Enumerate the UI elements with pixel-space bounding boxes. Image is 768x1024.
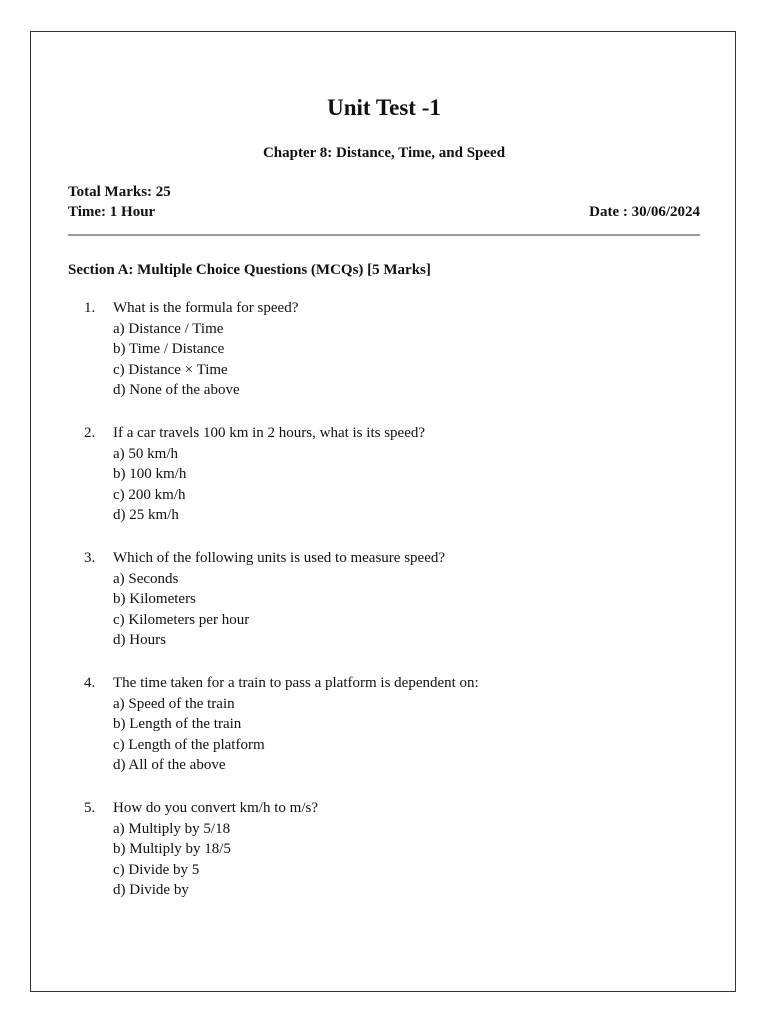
question-2 bbox=[68, 423, 700, 548]
question-text: Which of the following units is used to measure speed? bbox=[113, 550, 446, 566]
question-number: 5. bbox=[84, 800, 96, 816]
option-a: a) Speed of the train bbox=[113, 695, 235, 712]
option-d: d) Divide by bbox=[113, 882, 189, 898]
question-body bbox=[113, 423, 425, 526]
question-number: 4. bbox=[84, 675, 96, 691]
time-row bbox=[68, 203, 700, 221]
option-b: b) Kilometers bbox=[113, 591, 196, 607]
option-d: d) 25 km/h bbox=[113, 507, 179, 523]
question-list bbox=[68, 298, 700, 923]
question-text: The time taken for a train to pass a platform is dependent on: bbox=[113, 675, 479, 691]
time-label: Time: 1 Hour bbox=[68, 204, 156, 220]
option-b: b) Time / Distance bbox=[113, 341, 225, 357]
question-body bbox=[113, 673, 479, 776]
page-title: Unit Test -1 bbox=[327, 95, 441, 120]
option-d: d) All of the above bbox=[113, 757, 226, 773]
question-number: 1. bbox=[84, 300, 96, 316]
option-a: a) Seconds bbox=[113, 570, 179, 587]
option-c: c) Distance × Time bbox=[113, 361, 228, 378]
test-page bbox=[30, 31, 736, 992]
section-a-heading: Section A: Multiple Choice Questions (MCQs) [5 Marks] bbox=[68, 262, 431, 278]
question-4 bbox=[68, 673, 700, 798]
total-marks: Total Marks: 25 bbox=[68, 184, 171, 200]
header-divider bbox=[68, 234, 700, 236]
option-a: a) Distance / Time bbox=[113, 320, 224, 337]
question-5 bbox=[68, 798, 700, 923]
option-c: c) Kilometers per hour bbox=[113, 611, 250, 628]
question-text: What is the formula for speed? bbox=[113, 300, 299, 316]
option-a: a) 50 km/h bbox=[113, 445, 178, 462]
question-text: If a car travels 100 km in 2 hours, what is its speed? bbox=[113, 425, 426, 441]
question-body bbox=[113, 798, 318, 901]
date-label: Date : 30/06/2024 bbox=[589, 204, 700, 220]
question-body bbox=[113, 298, 298, 401]
question-3 bbox=[68, 548, 700, 673]
question-body bbox=[113, 548, 445, 651]
question-number: 3. bbox=[84, 550, 96, 566]
option-c: c) Divide by 5 bbox=[113, 861, 200, 878]
option-b: b) Length of the train bbox=[113, 716, 242, 732]
option-d: d) None of the above bbox=[113, 382, 240, 398]
option-d: d) Hours bbox=[113, 632, 166, 648]
option-b: b) Multiply by 18/5 bbox=[113, 841, 231, 857]
question-1 bbox=[68, 298, 700, 423]
question-number: 2. bbox=[84, 425, 96, 441]
question-text: How do you convert km/h to m/s? bbox=[113, 800, 318, 816]
option-c: c) 200 km/h bbox=[113, 486, 186, 503]
chapter-subtitle: Chapter 8: Distance, Time, and Speed bbox=[262, 145, 506, 161]
option-a: a) Multiply by 5/18 bbox=[113, 820, 231, 837]
option-c: c) Length of the platform bbox=[113, 736, 265, 753]
option-b: b) 100 km/h bbox=[113, 466, 187, 482]
